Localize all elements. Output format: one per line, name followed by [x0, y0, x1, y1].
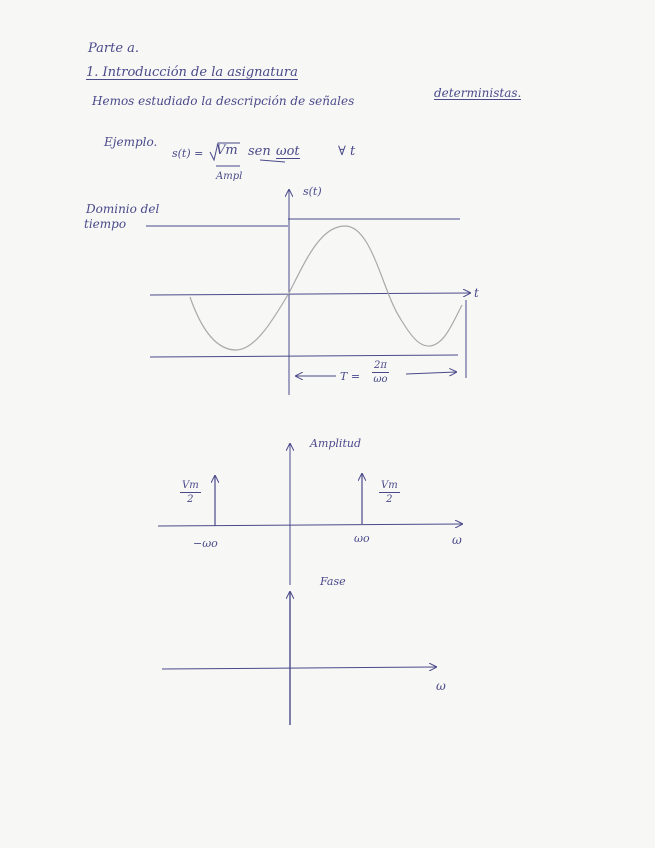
- formula-st: s(t) =: [172, 147, 204, 160]
- phase-title: Fase: [320, 575, 346, 588]
- period-numerator: 2π: [374, 360, 387, 371]
- time-x-axis: [150, 293, 470, 295]
- pos-w0-label: ωo: [354, 532, 370, 545]
- formula-wot: ωot: [276, 144, 300, 159]
- left-impulse-num: Vm: [182, 480, 199, 491]
- intro-text: Hemos estudiado la descripción de señales: [92, 94, 355, 108]
- sqrt-symbol: [210, 143, 240, 160]
- period-denominator: ωo: [373, 374, 388, 385]
- formula-ampl: Ampl: [216, 171, 243, 182]
- period-arrow-right: [406, 372, 456, 374]
- right-impulse-den: 2: [386, 494, 393, 505]
- sine-wave: [190, 226, 462, 350]
- phase-x-axis-label: ω: [436, 679, 446, 693]
- period-lhs: T =: [340, 370, 361, 383]
- part-heading: Parte a.: [88, 41, 140, 56]
- sen-underline: [260, 160, 285, 162]
- amplitude-title: Amplitud: [310, 437, 361, 450]
- phase-x-axis: [162, 667, 436, 669]
- time-domain-label-1: Dominio del: [86, 202, 160, 216]
- time-domain-label-2: tiempo: [84, 217, 127, 231]
- time-x-axis-label: t: [474, 286, 479, 300]
- formula-sen: sen: [248, 144, 271, 159]
- amp-x-axis: [158, 524, 462, 526]
- intro-keyword: deterministas.: [434, 86, 522, 100]
- formula-forall: ∀ t: [338, 144, 356, 159]
- formula-vm: Vm: [216, 143, 238, 158]
- amp-x-axis-label: ω: [452, 533, 462, 547]
- section-title: 1. Introducción de la asignatura: [86, 65, 298, 80]
- lower-amplitude-line: [150, 355, 458, 357]
- example-label: Ejemplo.: [104, 135, 158, 149]
- left-impulse-den: 2: [187, 494, 194, 505]
- right-impulse-num: Vm: [381, 480, 398, 491]
- time-y-axis-label: s(t): [303, 185, 322, 198]
- neg-w0-label: −ωo: [193, 537, 218, 550]
